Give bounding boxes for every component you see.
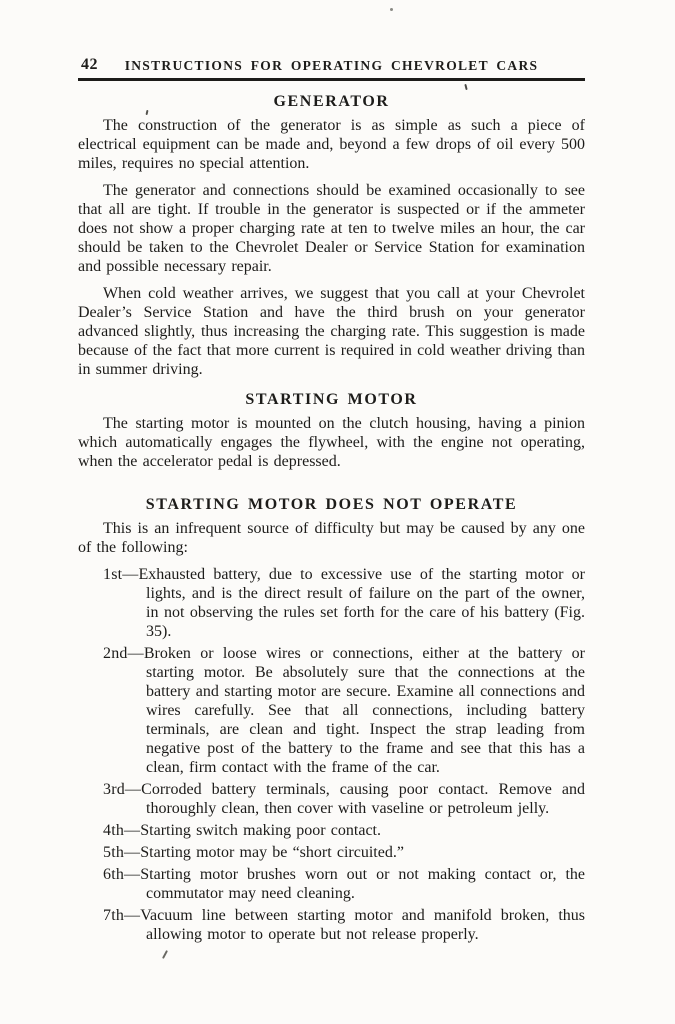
- list-item: [78, 565, 585, 641]
- paragraph: When cold weather arrives, we suggest that you call at your Chevrolet Dealer’s Service Station and have the third brush on your generator advanced slightly, thus increasing the charging rate. This suggestion is made because of the fact that more current is required in cold weather driving than in summer driving.: [78, 285, 585, 378]
- list-item-ordinal: 1st—: [103, 566, 139, 583]
- list-item-text: Starting switch making poor contact.: [140, 822, 382, 839]
- scan-speck: [162, 950, 168, 959]
- list-item-text: Starting motor brushes worn out or not making contact or, the commutator may need cleaning.: [140, 866, 585, 902]
- list-item-ordinal: 6th—: [103, 866, 141, 883]
- paragraph: This is an infrequent source of difficulty but may be caused by any one of the following:: [78, 520, 585, 556]
- list-item-text: Vacuum line between starting motor and manifold broken, thus allowing motor to operate but not release properly.: [140, 907, 585, 943]
- list-item-ordinal: 3rd—: [103, 781, 142, 798]
- list-item: [78, 843, 585, 862]
- paragraph: The generator and connections should be examined occasionally to see that all are tight. If trouble in the generator is suspected or if the ammeter does not show a proper charging rate at ten to twelve miles an hour, the car should be taken to the Chevrolet Dealer or Service Station for examination and possible necessary repair.: [78, 182, 585, 275]
- list-item-text: Corroded battery terminals, causing poor contact. Remove and thoroughly clean, then cover with vaseline or petroleum jelly.: [141, 781, 585, 817]
- list-item-text: Broken or loose wires or connections, either at the battery or starting motor. Be absolutely sure that the connections at the battery and starting motor are secure. Examine all connections and wires carefully. See that all connections, including battery terminals, are clean and tight. Inspect the strap leading from negative post of the battery to the frame and see that this has a clean, firm contact with the frame of the car.: [143, 645, 585, 776]
- page-content: [78, 56, 585, 947]
- list-item-text: Starting motor may be “short circuited.”: [140, 844, 404, 861]
- section-starting-motor-does-not-operate: [78, 496, 585, 944]
- fault-list: [78, 565, 585, 944]
- list-item: [78, 821, 585, 840]
- section-heading-generator: GENERATOR: [273, 93, 390, 110]
- section-heading-starting-motor: STARTING MOTOR: [245, 391, 418, 408]
- list-item: [78, 780, 585, 818]
- list-item: [78, 644, 585, 777]
- paragraph: The starting motor is mounted on the clutch housing, having a pinion which automatically engages the flywheel, with the engine not operating, when the accelerator pedal is depressed.: [78, 415, 585, 470]
- list-item-ordinal: 7th—: [103, 907, 141, 924]
- paragraph: The construction of the generator is as simple as such a piece of electrical equipment can be made and, beyond a few drops of oil every 500 miles, requires no special attention.: [78, 117, 585, 172]
- running-title: INSTRUCTIONS FOR OPERATING CHEVROLET CARS: [124, 58, 539, 73]
- scan-speck: [390, 8, 393, 11]
- list-item-ordinal: 4th—: [103, 822, 141, 839]
- list-item-ordinal: 5th—: [103, 844, 141, 861]
- list-item-text: Exhausted battery, due to excessive use of the starting motor or lights, and is the direct result of failure on the part of the owner, in not observing the rules set forth for the care of his battery (Fig. 35).: [138, 566, 585, 640]
- page-header: [78, 56, 585, 75]
- header-rule: [78, 78, 585, 81]
- page-number: 42: [81, 56, 98, 73]
- list-item: [78, 865, 585, 903]
- list-item: [78, 906, 585, 944]
- section-starting-motor: [78, 391, 585, 471]
- section-heading-does-not-operate: STARTING MOTOR DOES NOT OPERATE: [145, 496, 518, 513]
- section-generator: [78, 93, 585, 379]
- list-item-ordinal: 2nd—: [103, 645, 144, 662]
